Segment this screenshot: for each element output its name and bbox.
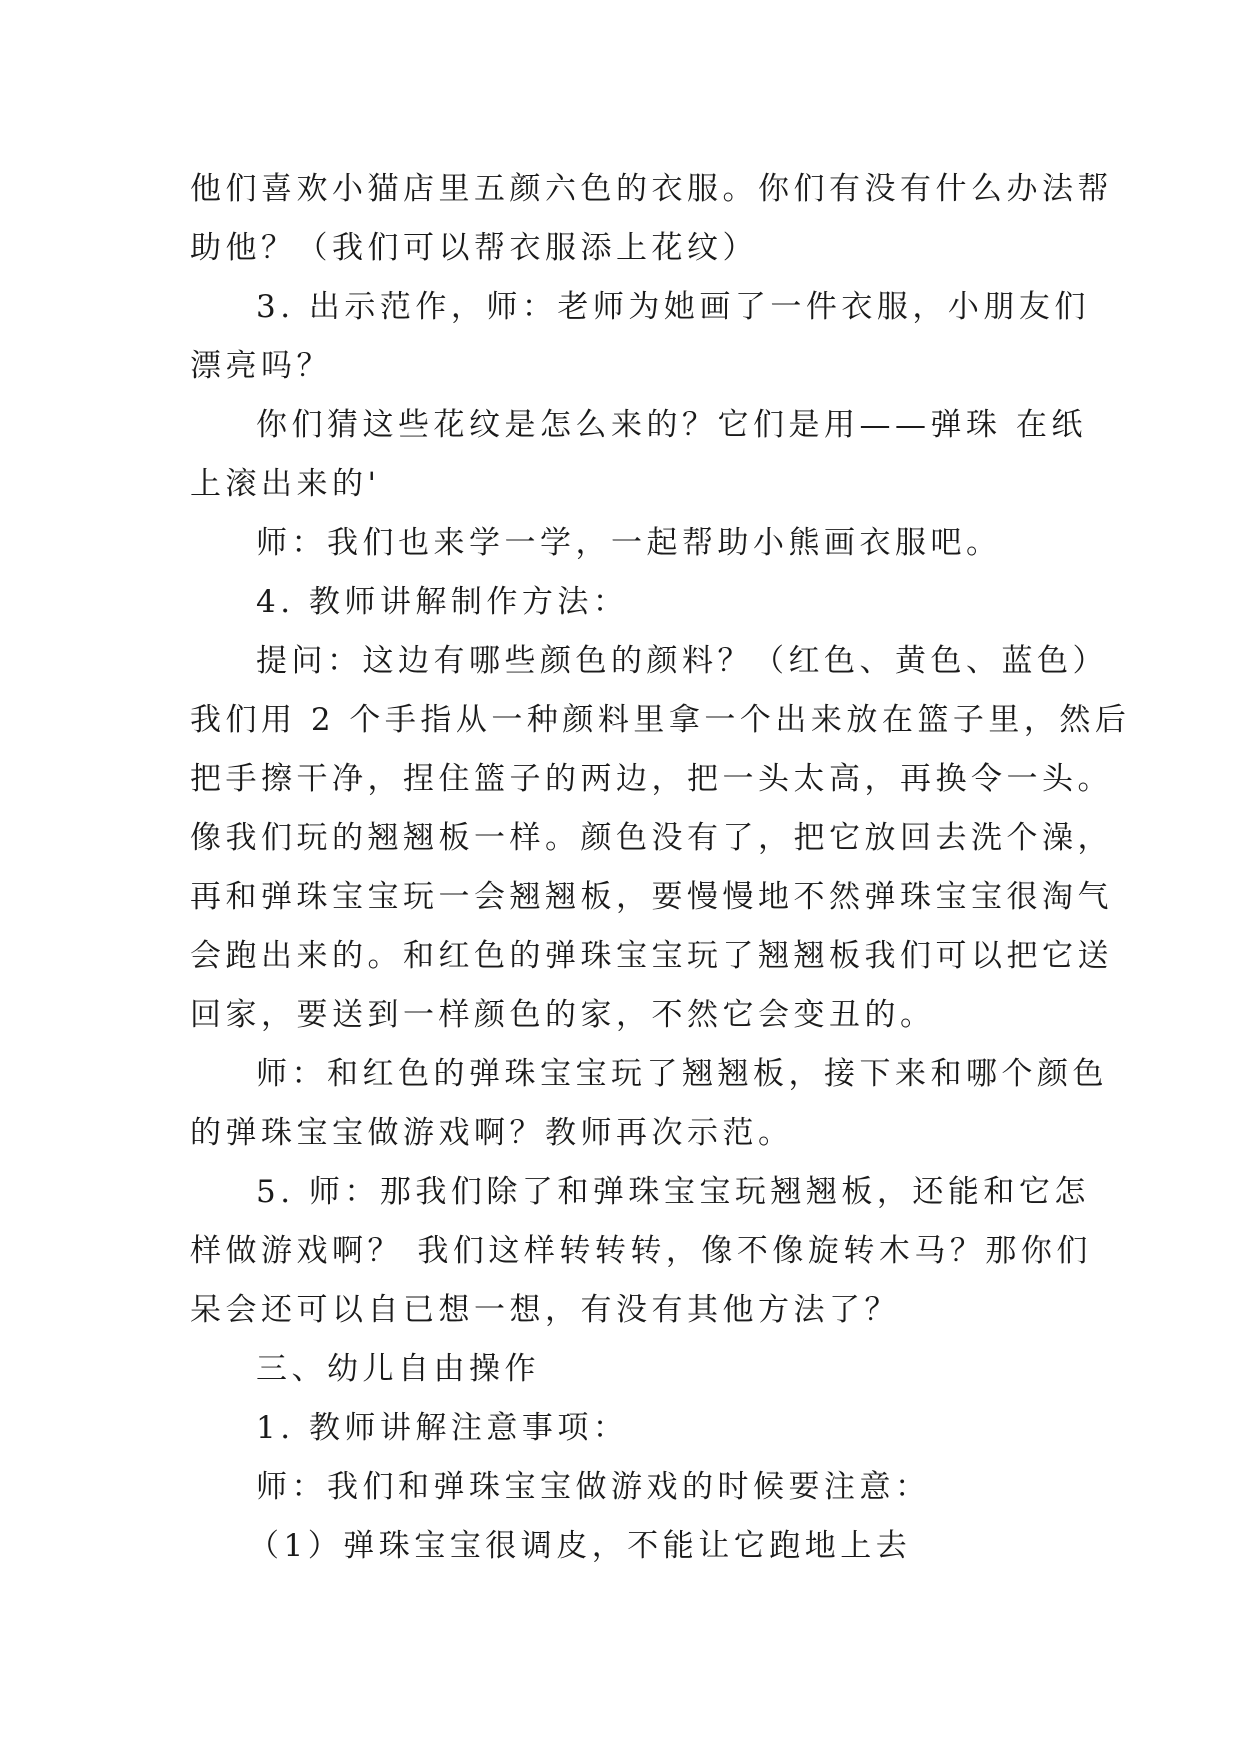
text-line-17: 的弹珠宝宝做游戏啊？教师再次示范。 [190, 1115, 794, 1151]
text-line-3: 3. 出示范作，师：老师为她画了一件衣服，小朋友们 [256, 289, 1090, 325]
text-line-22: 1. 教师讲解注意事项： [256, 1410, 629, 1446]
text-line-15: 回家，要送到一样颜色的家，不然它会变丑的。 [190, 997, 936, 1033]
text-line-14: 会跑出来的。和红色的弹珠宝宝玩了翘翘板我们可以把它送 [190, 938, 1113, 974]
text-line-19: 样做游戏啊？ 我们这样转转转，像不像旋转木马？那你们 [190, 1233, 1092, 1269]
text-line-2: 助他？（我们可以帮衣服添上花纹） [190, 230, 758, 266]
text-line-23: 师：我们和弹珠宝宝做游戏的时候要注意： [256, 1469, 931, 1505]
text-line-13: 再和弹珠宝宝玩一会翘翘板，要慢慢地不然弹珠宝宝很淘气 [190, 879, 1113, 915]
text-line-16: 师：和红色的弹珠宝宝玩了翘翘板，接下来和哪个颜色 [256, 1056, 1108, 1092]
text-line-11: 把手擦干净，捏住篮子的两边，把一头太高，再换令一头。 [190, 761, 1113, 797]
text-line-4: 漂亮吗？ [190, 348, 332, 384]
text-line-18: 5. 师：那我们除了和弹珠宝宝玩翘翘板，还能和它怎 [256, 1174, 1090, 1210]
text-line-24: （1）弹珠宝宝很调皮，不能让它跑地上去 [248, 1528, 912, 1564]
text-line-8: 4. 教师讲解制作方法： [256, 584, 629, 620]
text-line-5: 你们猜这些花纹是怎么来的？它们是用——弹珠 在纸 [256, 407, 1087, 443]
text-line-6: 上滚出来的' [190, 466, 381, 502]
text-line-7: 师：我们也来学一学，一起帮助小熊画衣服吧。 [256, 525, 1002, 561]
document-page [190, 160, 1131, 1576]
text-line-10: 我们用 2 个手指从一种颜料里拿一个出来放在篮子里，然后 [190, 702, 1131, 738]
text-line-9: 提问：这边有哪些颜色的颜料？（红色、黄色、蓝色） [256, 643, 1108, 679]
text-line-20: 呆会还可以自已想一想，有没有其他方法了？ [190, 1292, 900, 1328]
text-line-1: 他们喜欢小猫店里五颜六色的衣服。你们有没有什么办法帮 [190, 171, 1113, 207]
text-line-12: 像我们玩的翘翘板一样。颜色没有了，把它放回去洗个澡， [190, 820, 1113, 856]
text-line-21: 三、幼儿自由操作 [256, 1351, 540, 1387]
